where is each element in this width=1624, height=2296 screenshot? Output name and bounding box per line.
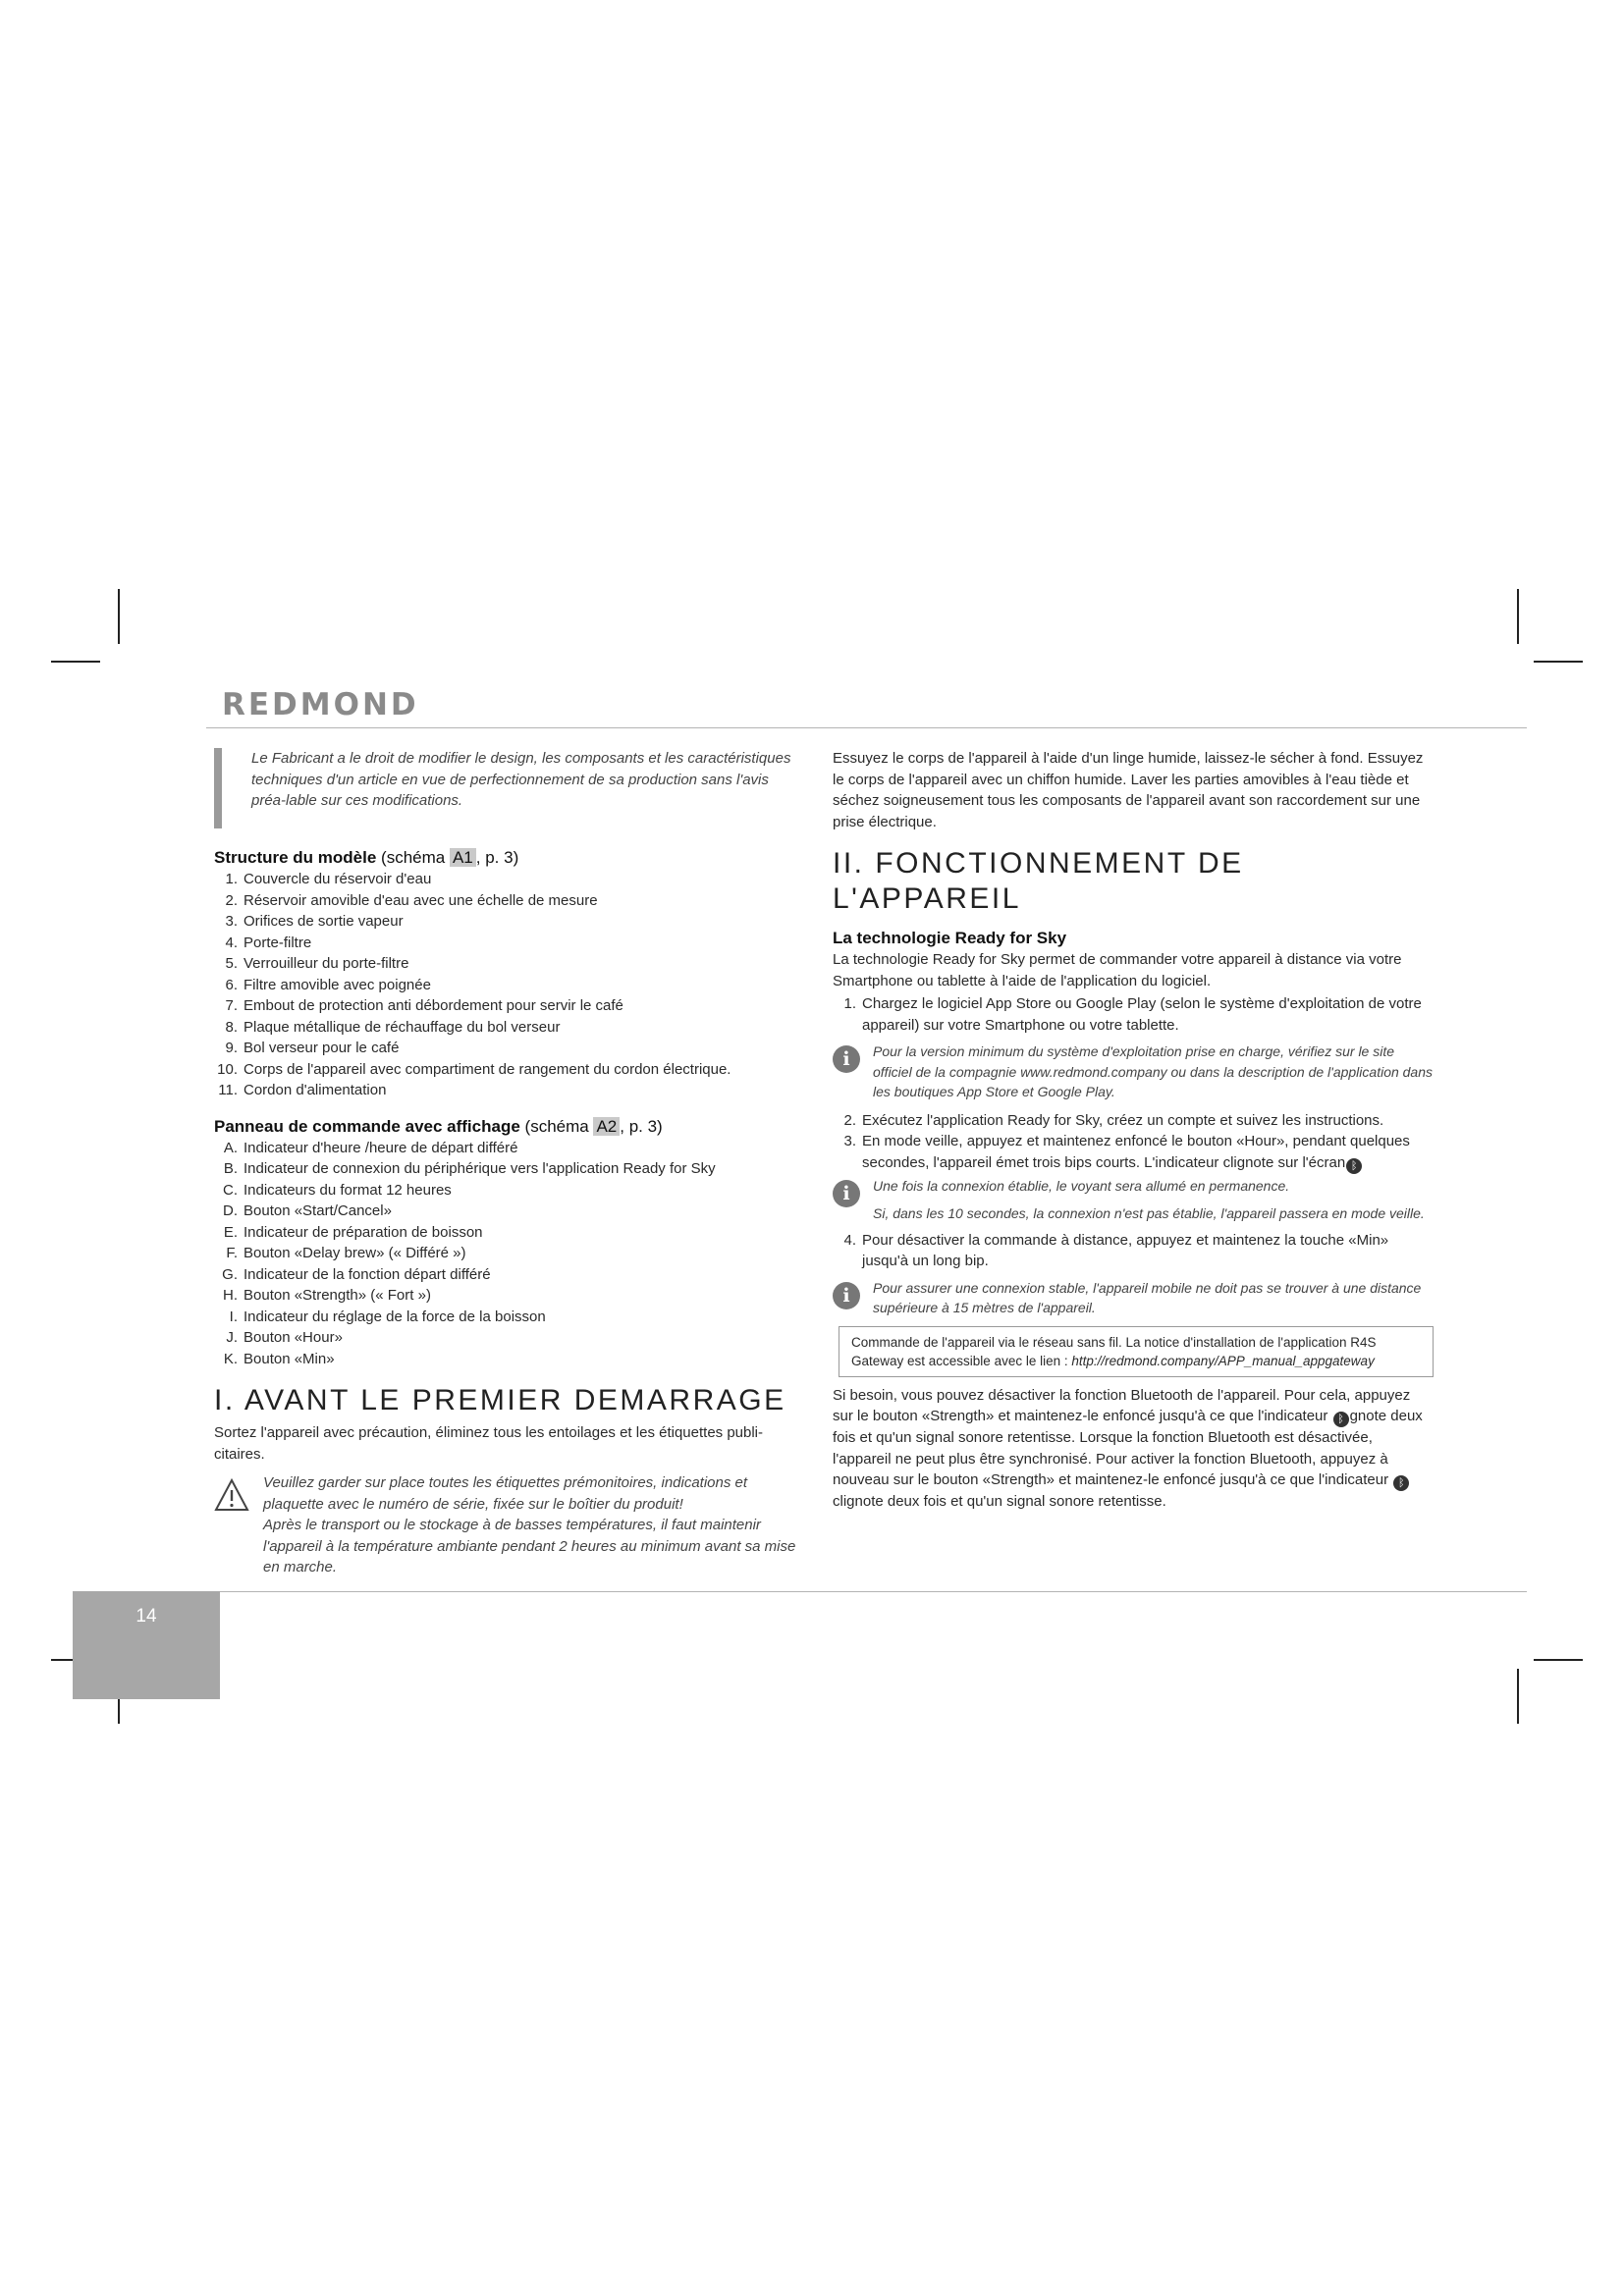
structure-list xyxy=(214,869,805,1101)
list-item-marker: B. xyxy=(223,1160,238,1177)
crop-mark xyxy=(1517,1669,1519,1724)
info-note xyxy=(833,1176,1434,1224)
panel-heading xyxy=(214,1115,805,1138)
list-item-marker: F. xyxy=(226,1245,238,1261)
structure-heading xyxy=(214,846,805,869)
list-item xyxy=(214,1243,805,1264)
list-item-text: Orifices de sortie vapeur xyxy=(244,913,404,930)
list-item xyxy=(214,975,805,996)
step-number: 2. xyxy=(843,1111,856,1129)
list-item-marker: K. xyxy=(223,1350,238,1367)
list-item-marker: 10. xyxy=(217,1060,238,1078)
list-item-marker: C. xyxy=(223,1181,238,1199)
list-item-text: Indicateurs du format 12 heures xyxy=(244,1181,452,1199)
list-item xyxy=(214,1285,805,1307)
list-item-marker: H. xyxy=(223,1287,238,1304)
list-item-text: Indicateur de connexion du périphérique vers l'application Ready for Sky xyxy=(244,1160,716,1177)
list-item xyxy=(214,1059,805,1081)
structure-schema-suffix: , p. 3) xyxy=(475,848,519,867)
list-item xyxy=(214,1307,805,1328)
list-item-marker: A. xyxy=(223,1139,238,1156)
list-item xyxy=(214,1180,805,1201)
section1-heading: I. AVANT LE PREMIER DEMARRAGE xyxy=(214,1384,786,1416)
list-item xyxy=(214,1080,805,1101)
list-item xyxy=(214,911,805,933)
step-item xyxy=(833,1230,1434,1272)
warning-text-1: Veuillez garder sur place toutes les étiquettes prémonitoires, indications et plaquette avec le numéro de série, fixée sur le boîtier du produit! xyxy=(263,1474,748,1513)
list-item-marker: 2. xyxy=(225,891,238,909)
list-item-marker: D. xyxy=(223,1202,238,1219)
list-item xyxy=(214,1264,805,1286)
list-item-text: Bouton «Delay brew» (« Différé ») xyxy=(244,1245,466,1261)
bluetooth-text-a: Si besoin, vous pouvez désactiver la fonction Bluetooth de l'appareil. Pour cela, appuyez sur le bouton «Strength» et maintenez-le enfoncé jusqu'à ce que l'indicateur xyxy=(833,1386,1411,1424)
step-item xyxy=(833,993,1434,1036)
crop-mark xyxy=(118,589,120,644)
list-item-text: Filtre amovible avec poignée xyxy=(244,976,431,993)
crop-mark xyxy=(51,661,100,663)
structure-title: Structure du modèle xyxy=(214,848,377,867)
info-text: Une fois la connexion établie, le voyant sera allumé en permanence. xyxy=(873,1177,1290,1194)
step-text: En mode veille, appuyez et maintenez enfoncé le bouton «Hour», pendant quelques secondes, l'appareil émet trois bips courts. L'indicateur clignote sur l'écran xyxy=(862,1133,1410,1171)
list-item-marker: 9. xyxy=(225,1040,238,1056)
list-item xyxy=(214,1327,805,1349)
bluetooth-text-b: gnote deux fois et qu'un signal sonore retentisse. Lorsque la fonction Bluetooth est désactivée, l'appareil ne peut plus être synchronisé. Pour activer la fonction Bluetooth, appuyez à nouveau sur le bouton «Strength» et maintenez-le enfoncé jusqu'à ce que l'indicateur xyxy=(833,1408,1423,1488)
list-item-marker: G. xyxy=(222,1265,238,1283)
list-item-text: Bouton «Start/Cancel» xyxy=(244,1202,392,1219)
list-item-text: Porte-filtre xyxy=(244,934,312,951)
bluetooth-icon: ᛒ xyxy=(1346,1158,1362,1174)
list-item-text: Indicateur de préparation de boisson xyxy=(244,1223,483,1241)
info-note xyxy=(833,1041,1434,1102)
list-item-text: Couvercle du réservoir d'eau xyxy=(244,871,432,887)
list-item xyxy=(214,1201,805,1222)
list-item xyxy=(214,1017,805,1039)
list-item-text: Corps de l'appareil avec compartiment de rangement du cordon électrique. xyxy=(244,1060,731,1078)
panel-title: Panneau de commande avec affichage xyxy=(214,1116,520,1136)
info-note xyxy=(833,1278,1434,1318)
panel-schema-prefix: (schéma xyxy=(524,1116,589,1136)
step-number: 4. xyxy=(843,1231,856,1249)
list-item-marker: 1. xyxy=(225,871,238,887)
list-item-marker: 4. xyxy=(225,934,238,951)
step-item xyxy=(833,1131,1434,1174)
list-item-text: Bouton «Hour» xyxy=(244,1329,343,1346)
list-item-text: Cordon d'alimentation xyxy=(244,1082,387,1098)
list-item xyxy=(214,869,805,890)
bluetooth-icon: ᛒ xyxy=(1393,1475,1409,1491)
info-icon: i xyxy=(833,1045,860,1073)
step-number: 3. xyxy=(843,1133,856,1149)
list-item-text: Bol verseur pour le café xyxy=(244,1040,400,1056)
panel-schema-suffix: , p. 3) xyxy=(620,1116,663,1136)
list-item-marker: J. xyxy=(226,1329,238,1346)
list-item-text: Indicateur du réglage de la force de la boisson xyxy=(244,1308,546,1325)
panel-list xyxy=(214,1138,805,1370)
left-column xyxy=(214,748,805,1578)
list-item xyxy=(214,1158,805,1180)
list-item xyxy=(214,995,805,1017)
list-item xyxy=(214,953,805,975)
list-item xyxy=(214,1349,805,1370)
structure-schema-prefix: (schéma xyxy=(381,848,446,867)
list-item-text: Embout de protection anti débordement pour servir le café xyxy=(244,997,623,1014)
list-item-marker: 8. xyxy=(225,1018,238,1036)
step-text: Exécutez l'application Ready for Sky, créez un compte et suivez les instructions. xyxy=(862,1111,1384,1129)
page-number: 14 xyxy=(135,1606,157,1627)
list-item-marker: 3. xyxy=(225,913,238,930)
note-bar xyxy=(214,748,222,828)
footer-rule xyxy=(206,1591,1527,1592)
list-item xyxy=(214,1222,805,1244)
bluetooth-paragraph xyxy=(833,1385,1434,1513)
step-text: Chargez le logiciel App Store ou Google Play (selon le système d'exploitation de votre appareil) sur votre Smartphone ou votre tablette. xyxy=(862,995,1422,1034)
list-item-marker: 7. xyxy=(225,997,238,1014)
ready-for-sky-heading: La technologie Ready for Sky xyxy=(833,929,1067,947)
cleaning-text: Essuyez le corps de l'appareil à l'aide d'un linge humide, laissez-le sécher à fond. Essuyez le corps de l'appareil avec un chiffon humide. Laver les parties amovibles à l'eau tiède et séchez soigneusement tous les composants de l'appareil avant son raccordement sur une prise électrique. xyxy=(833,750,1424,830)
list-item-marker: I. xyxy=(229,1308,238,1325)
list-item-text: Indicateur de la fonction départ différé xyxy=(244,1265,491,1283)
panel-schema-tag: A2 xyxy=(593,1117,620,1136)
disclaimer-text: Le Fabricant a le droit de modifier le design, les composants et les caractéristiques techniques d'un article en vue de perfectionnement de sa production sans l'avis préa-lable sur ces modifications. xyxy=(251,750,791,809)
gateway-box xyxy=(839,1326,1434,1377)
disclaimer-note xyxy=(214,748,805,828)
section2-heading: II. FONCTIONNEMENT DE L'APPAREIL xyxy=(833,847,1244,915)
list-item-marker: E. xyxy=(223,1223,238,1241)
list-item-text: Plaque métallique de réchauffage du bol verseur xyxy=(244,1018,561,1036)
step-number: 1. xyxy=(843,995,856,1012)
list-item xyxy=(214,890,805,912)
bluetooth-text-c: clignote deux fois et qu'un signal sonore retentisse. xyxy=(833,1493,1166,1510)
warning-icon xyxy=(214,1478,249,1512)
step-text: Pour désactiver la commande à distance, appuyez et maintenez la touche «Min» jusqu'à un long bip. xyxy=(862,1231,1389,1269)
list-item-marker: 6. xyxy=(225,976,238,993)
list-item-marker: 11. xyxy=(218,1082,238,1098)
step-item xyxy=(833,1110,1434,1132)
list-item-text: Verrouilleur du porte-filtre xyxy=(244,955,409,972)
crop-mark xyxy=(1534,1659,1583,1661)
list-item-marker: 5. xyxy=(225,955,238,972)
warning-note xyxy=(214,1472,805,1578)
right-column xyxy=(833,748,1434,1513)
info-icon: i xyxy=(833,1282,860,1309)
header-rule xyxy=(206,727,1527,728)
list-item-text: Indicateur d'heure /heure de départ différé xyxy=(244,1139,518,1156)
list-item-text: Bouton «Min» xyxy=(244,1350,335,1367)
list-item xyxy=(214,1038,805,1059)
section1-intro: Sortez l'appareil avec précaution, éliminez tous les entoilages et les étiquettes publi-citaires. xyxy=(214,1424,764,1463)
gateway-text: Commande de l'appareil via le réseau sans fil. La notice d'installation de l'application R4S Gateway est accessible avec le lien : xyxy=(851,1334,1377,1368)
info-text: Pour assurer une connexion stable, l'appareil mobile ne doit pas se trouver à une distance supérieure à 15 mètres de l'appareil. xyxy=(873,1279,1422,1315)
crop-mark xyxy=(1517,589,1519,644)
list-item-text: Réservoir amovible d'eau avec une échelle de mesure xyxy=(244,891,598,909)
info-icon: i xyxy=(833,1180,860,1207)
info-text: Pour la version minimum du système d'exploitation prise en charge, vérifiez sur le site officiel de la compagnie www.redmond.company ou dans la description de l'application dans les boutiques App Store et Google Play. xyxy=(873,1043,1434,1099)
gateway-link[interactable]: http://redmond.company/APP_manual_appgateway xyxy=(1071,1353,1375,1368)
brand-logo: REDMOND xyxy=(222,687,419,722)
ready-for-sky-intro: La technologie Ready for Sky permet de commander votre appareil à distance via votre Smartphone ou tablette à l'aide de l'application du logiciel. xyxy=(833,951,1402,989)
list-item xyxy=(214,1138,805,1159)
list-item-text: Bouton «Strength» (« Fort ») xyxy=(244,1287,431,1304)
bluetooth-icon: ᛒ xyxy=(1333,1412,1349,1427)
warning-text-2: Après le transport ou le stockage à de basses températures, il faut maintenir l'appareil à la température ambiante pendant 2 heures au minimum avant sa mise en marche. xyxy=(263,1517,796,1575)
list-item xyxy=(214,933,805,954)
crop-mark xyxy=(1534,661,1583,663)
structure-schema-tag: A1 xyxy=(450,848,476,867)
info-text: Si, dans les 10 secondes, la connexion n'est pas établie, l'appareil passera en mode veille. xyxy=(873,1205,1425,1221)
